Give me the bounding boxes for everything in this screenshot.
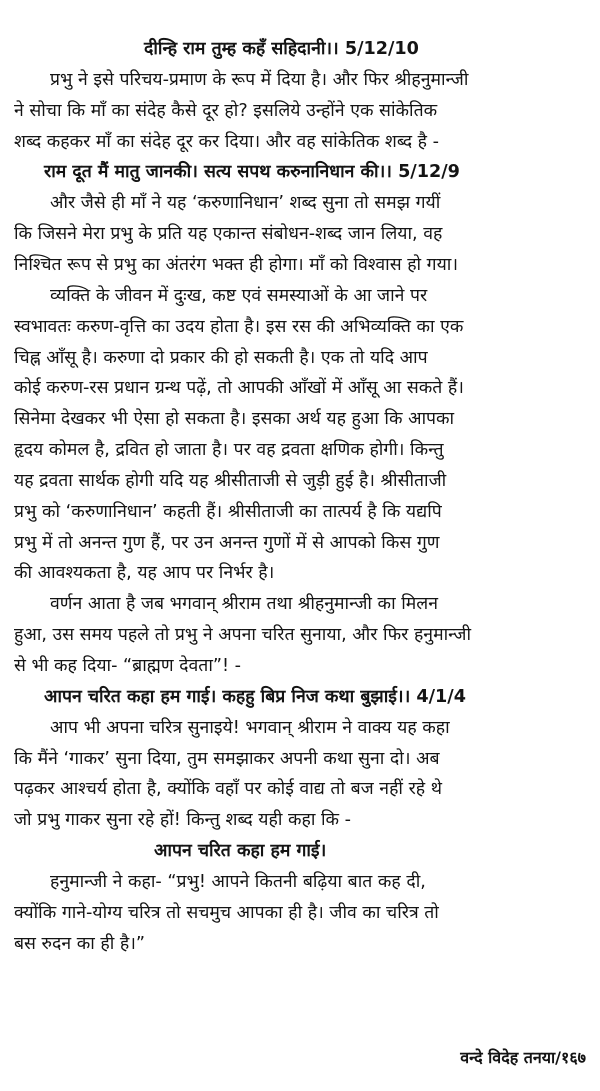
text-line: हुआ, उस समय पहले तो प्रभु ने अपना चरित सुनाया, और फिर हनुमान्जी [14,625,472,646]
text-line: पढ़कर आश्चर्य होता है, क्योंकि वहाँ पर कोई वाद्य तो बज नहीं रहे थे [14,779,442,800]
text-line: स्वभावतः करुण-वृत्ति का उदय होता है। इस रस की अभिव्यक्ति का एक [14,316,464,337]
text-line: निश्चित रूप से प्रभु का अंतरंग भक्त ही होगा। माँ को विश्वास हो गया। [14,254,459,275]
text-line: से भी कह दिया- “ब्राह्मण देवता”! - [14,656,241,676]
text-line: शब्द कहकर माँ का संदेह दूर कर दिया। और वह सांकेतिक शब्द है - [14,131,439,152]
text-line: और जैसे ही माँ ने यह ‘करुणानिधान’ शब्द सुना तो समझ गयीं [50,193,441,214]
page-footer: वन्दे विदेह तनया/१६७ [460,1048,586,1067]
text-line: वर्णन आता है जब भगवान् श्रीराम तथा श्रीहनुमान्जी का मिलन [50,594,438,615]
text-line: क्योंकि गाने-योग्य चरित्र तो सचमुच आपका ही है। जीव का चरित्र तो [14,902,439,923]
verse-line: दीन्हि राम तुम्ह कहँ सहिदानी।। 5/12/10 [144,39,419,59]
text-line: हृदय कोमल है, द्रवित हो जाता है। पर वह द्रवता क्षणिक होगी। किन्तु [14,440,444,461]
text-line: की आवश्यकता है, यह आप पर निर्भर है। [14,563,275,584]
text-line: कि जिसने मेरा प्रभु के प्रति यह एकान्त संबोधन-शब्द जान लिया, वह [14,224,443,245]
text-line: प्रभु को ‘करुणानिधान’ कहती हैं। श्रीसीताजी का तात्पर्य है कि यद्यपि [14,501,442,522]
verse-line: आपन चरित कहा हम गाई। कहहु बिप्र निज कथा बुझाई।। 4/1/4 [44,686,466,707]
text-line: आप भी अपना चरित्र सुनाइये! भगवान् श्रीराम ने वाक्य यह कहा [50,717,450,738]
text-line: सिनेमा देखकर भी ऐसा हो सकता है। इसका अर्थ यह हुआ कि आपका [14,409,455,430]
text-line: प्रभु ने इसे परिचय-प्रमाण के रूप में दिया है। और फिर श्रीहनुमान्जी [50,69,469,90]
text-line: ने सोचा कि माँ का संदेह कैसे दूर हो? इसलिये उन्होंने एक सांकेतिक [14,100,438,121]
text-line: कि मैंने ‘गाकर’ सुना दिया, तुम समझाकर अपनी कथा सुना दो। अब [14,748,440,769]
text-line: हनुमान्जी ने कहा- “प्रभु! आपने कितनी बढ़िया बात कह दी, [50,871,426,892]
text-line: जो प्रभु गाकर सुना रहे हों! किन्तु शब्द यही कहा कि - [14,810,351,831]
text-line: यह द्रवता सार्थक होगी यदि यह श्रीसीताजी से जुड़ी हुई है। श्रीसीताजी [14,470,447,491]
text-line: व्यक्ति के जीवन में दुःख, कष्ट एवं समस्याओं के आ जाने पर [50,285,428,306]
verse-line: राम दूत मैं मातु जानकी। सत्य सपथ करुनानिधान की।। 5/12/9 [44,162,460,183]
text-line: बस रुदन का ही है।” [14,933,146,954]
text-line: चिह्न आँसू है। करुणा दो प्रकार की हो सकती है। एक तो यदि आप [14,347,428,368]
verse-line: आपन चरित कहा हम गाई। [154,841,327,862]
text-line: प्रभु में तो अनन्त गुण हैं, पर उन अनन्त गुणों में से आपको किस गुण [14,532,440,553]
text-line: कोई करुण-रस प्रधान ग्रन्थ पढ़ें, तो आपकी आँखों में आँसू आ सकते हैं। [14,378,464,399]
